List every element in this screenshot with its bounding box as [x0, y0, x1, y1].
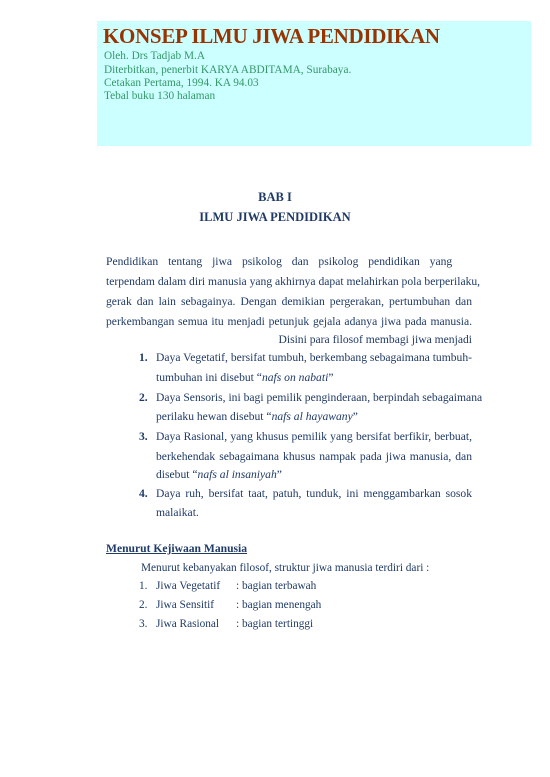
structure-name: Jiwa Vegetatif — [156, 580, 221, 592]
structure-name: Jiwa Sensitif — [156, 599, 215, 611]
intro-line: Pendidikan tentang jiwa psikolog dan psikolog pendidikan yang — [106, 255, 453, 268]
list-number: 1. — [139, 351, 148, 364]
intro-line: Disini para filosof membagi jiwa menjadi — [278, 333, 472, 346]
book-publisher: Diterbitkan, penerbit KARYA ABDITAMA, Surabaya. — [104, 64, 352, 76]
term-nafs-nabati: nafs on nabati — [261, 371, 329, 384]
book-info-box — [97, 21, 531, 146]
list-number: 3. — [139, 430, 148, 443]
list-item-line: Daya Vegetatif, bersifat tumbuh, berkembang sebagaimana tumbuh- — [156, 351, 472, 364]
structure-desc: : bagian tertinggi — [236, 618, 314, 630]
section-intro: Menurut kebanyakan filosof, struktur jiwa manusia terdiri dari : — [141, 562, 430, 574]
list-number: 1. — [139, 580, 148, 592]
book-pages: Tebal buku 130 halaman — [104, 90, 216, 102]
list-number: 2. — [139, 599, 148, 611]
term-nafs-insaniyah: nafs al insaniyah — [197, 468, 277, 481]
list-item-line: Daya Sensoris, ini bagi pemilik penginderaan, berpindah sebagaimana — [156, 391, 483, 404]
structure-desc: : bagian terbawah — [236, 580, 317, 592]
list-number: 3. — [139, 618, 148, 630]
chapter-title: ILMU JIWA PENDIDIKAN — [199, 210, 351, 224]
book-title: KONSEP ILMU JIWA PENDIDIKAN — [103, 24, 440, 48]
list-item-line: Daya ruh, bersifat taat, patuh, tunduk, ini menggambarkan sosok — [156, 487, 472, 500]
list-item-line: perilaku hewan disebut “nafs al hayawany” — [156, 410, 358, 423]
list-item-line: berkehendak sebagaimana khusus nampak pada jiwa manusia, dan — [156, 450, 472, 463]
book-author: Oleh. Drs Tadjab M.A — [104, 50, 205, 62]
section-heading: Menurut Kejiwaan Manusia — [106, 542, 248, 555]
list-item-line: tumbuhan ini disebut “nafs on nabati” — [156, 371, 334, 384]
term-nafs-hayawany: nafs al hayawany — [271, 410, 353, 423]
list-item-line: disebut “nafs al insaniyah” — [156, 468, 282, 481]
book-edition: Cetakan Pertama, 1994. KA 94.03 — [104, 77, 259, 89]
structure-name: Jiwa Rasional — [156, 618, 220, 630]
list-number: 4. — [139, 487, 148, 500]
intro-line: perkembangan semua itu menjadi petunjuk gejala adanya jiwa pada manusia. — [106, 315, 472, 328]
structure-desc: : bagian menengah — [236, 599, 322, 611]
list-item-line: malaikat. — [156, 506, 199, 519]
chapter-label: BAB I — [258, 190, 292, 204]
list-item-line: Daya Rasional, yang khusus pemilik yang bersifat berfikir, berbuat, — [156, 430, 472, 443]
intro-line: gerak dan lain sebagainya. Dengan demikian pergerakan, pertumbuhan dan — [106, 295, 472, 308]
intro-line: terpendam dalam diri manusia yang akhirnya dapat melahirkan pola berperilaku, — [106, 275, 481, 288]
list-number: 2. — [139, 391, 148, 404]
